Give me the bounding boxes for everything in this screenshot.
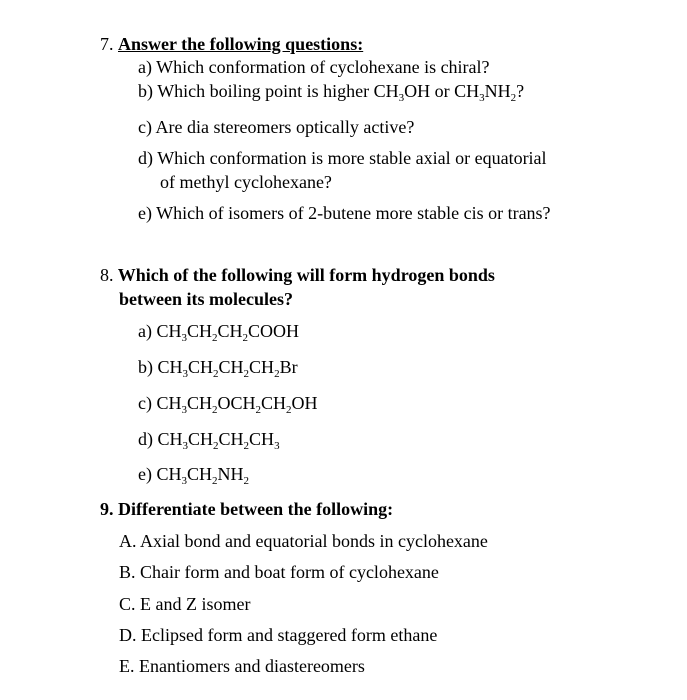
q8-option-c [138,392,318,414]
item-label: E. [119,656,135,676]
item-text: Chair form and boat form of cyclohexane [140,562,439,582]
q7-number: 7. [100,34,114,54]
formula: $CH_3CH_2CH_2CH_2Br$ [157,357,298,380]
q7-item-d-cont: of methyl cyclohexane? [160,172,332,192]
item-text: E and Z isomer [140,594,251,614]
item-label: a) [138,57,152,77]
formula: $CH_3CH_2CH_2COOH$ [156,321,300,344]
item-text: Enantiomers and diastereomers [139,656,365,676]
q8-option-d [138,428,280,450]
q7-item-b [138,80,524,102]
option-label: b) [138,357,153,377]
q9-number: 9. [100,499,114,519]
item-label: c) [138,117,152,137]
q9-item-b [119,561,439,583]
item-label: e) [138,203,152,223]
formula: $CH_3CH_2OCH_2CH_2OH$ [156,393,318,416]
item-label: C. [119,594,136,614]
q7-item-c [138,116,414,138]
item-label: d) [138,148,153,168]
q7-item-e [138,202,551,224]
item-label: B. [119,562,136,582]
q9-title: Differentiate between the following: [118,499,394,519]
q8-option-e [138,463,249,485]
q8-title-line2: between its molecules? [119,289,293,309]
item-text: Are dia stereomers optically active? [155,117,415,137]
option-label: e) [138,464,152,484]
item-text: Axial bond and equatorial bonds in cyclohexane [140,531,488,551]
q7-item-a [138,56,490,78]
item-text: Which of isomers of 2-butene more stable cis or trans? [156,203,551,223]
q7-title: Answer the following questions: [118,34,364,54]
item-label: D. [119,625,137,645]
q9-item-e [119,655,365,677]
q9-item-a [119,530,488,552]
q7-heading [100,33,363,55]
item-text: Which boiling point is higher $CH_3OH$ or $CH_3NH_2$? [157,81,525,104]
q9-item-c [119,593,251,615]
q8-title-line1: Which of the following will form hydrogen bonds [117,265,495,285]
q8-option-a [138,320,299,342]
option-label: a) [138,321,152,341]
item-label: b) [138,81,153,101]
item-text: Which conformation is more stable axial or equatorial [157,148,547,168]
q7-item-d [138,147,547,169]
q9-heading [100,498,393,520]
formula: $CH_3CH_2NH_2$ [156,464,250,487]
item-text: Eclipsed form and staggered form ethane [141,625,438,645]
q8-heading [100,264,495,286]
option-label: c) [138,393,152,413]
item-label: A. [119,531,137,551]
option-label: d) [138,429,153,449]
item-text: Which conformation of cyclohexane is chiral? [156,57,490,77]
q8-option-b [138,356,298,378]
q8-number: 8. [100,265,114,285]
q9-item-d [119,624,437,646]
formula: $CH_3CH_2CH_2CH_3$ [157,429,280,452]
